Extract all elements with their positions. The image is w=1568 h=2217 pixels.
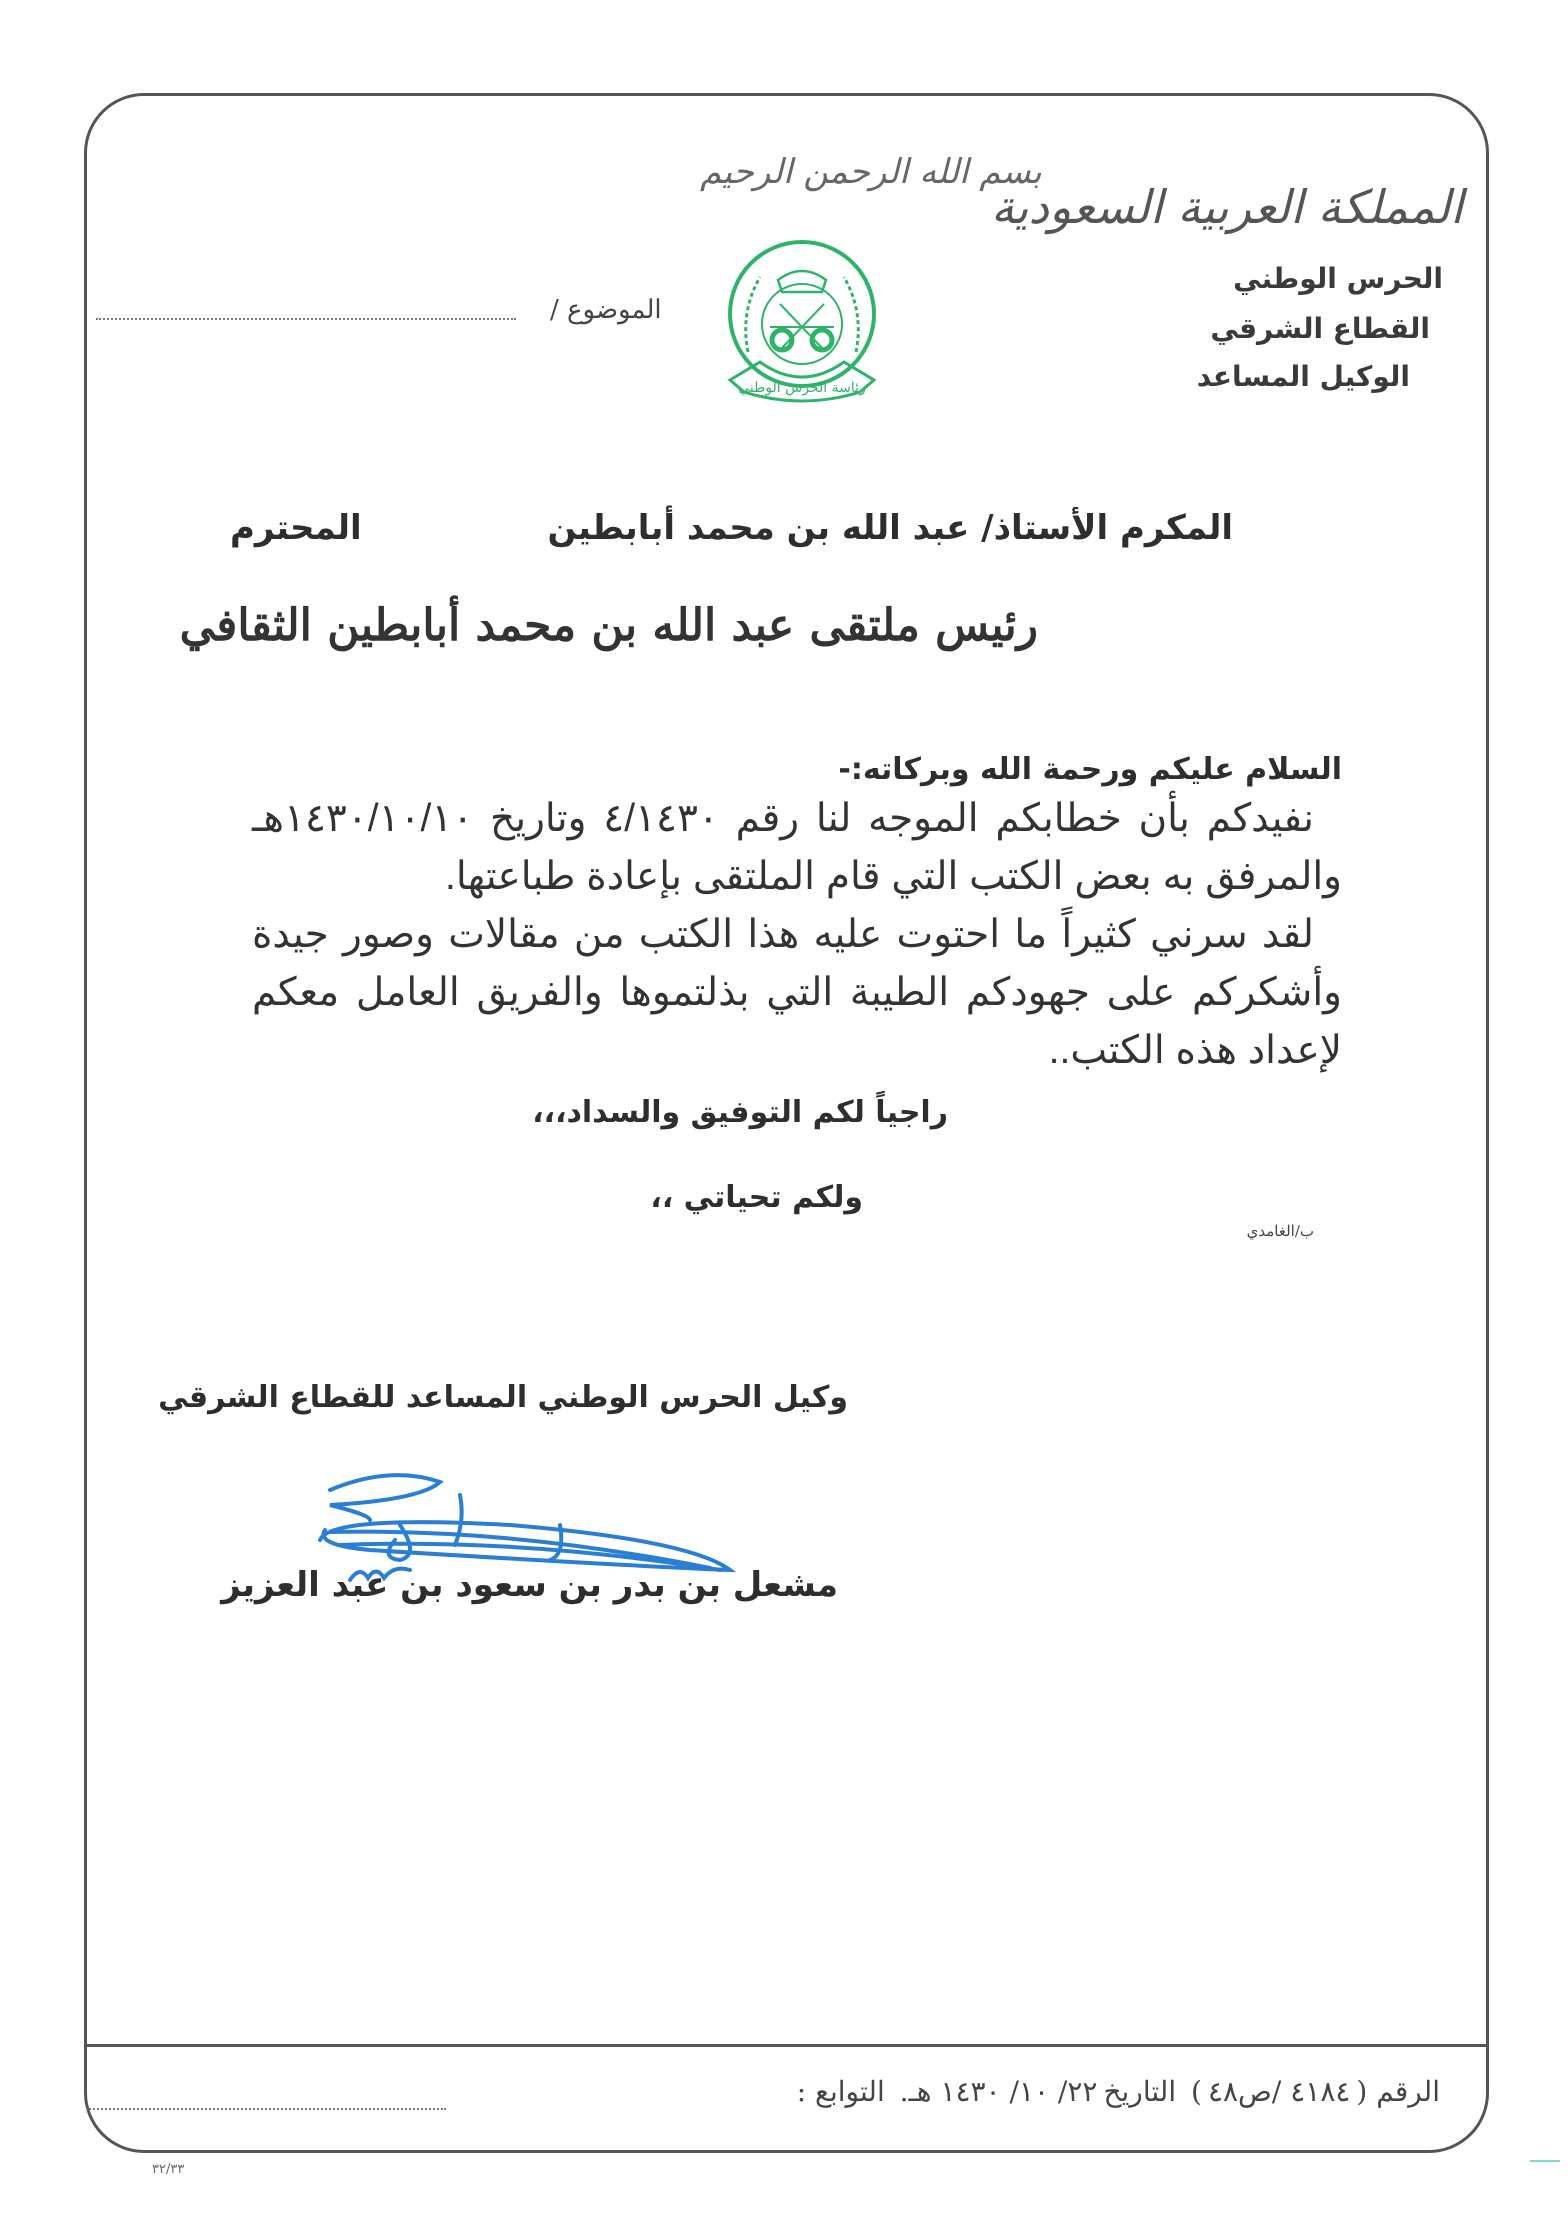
greeting: السلام عليكم ورحمة الله وبركاته:- — [838, 752, 1342, 787]
office-name: الوكيل المساعد — [1196, 360, 1410, 393]
subject-label: الموضوع / — [550, 295, 662, 325]
attachments-field — [86, 2108, 446, 2110]
body-paragraph: نفيدكم بأن خطابكم الموجه لنا رقم ٤/١٤٣٠ وتاريخ ١٤٣٠/١٠/١٠هـ والمرفق به بعض الكتب التي قام الملتقى بإعادة طباعتها. — [252, 797, 1342, 898]
signatory-name: مشعل بن بدر بن سعود بن عبد العزيز — [221, 1565, 838, 1605]
reference-number-label: الرقم ( — [1356, 2075, 1440, 2108]
basmala: بسم الله الرحمن الرحيم — [700, 152, 1042, 192]
closing-wish: راجياً لكم التوفيق والسداد،،، — [532, 1095, 948, 1130]
kingdom-heading: المملكة العربية السعودية — [991, 180, 1463, 234]
footer-separator — [86, 2044, 1486, 2047]
signatory-title: وكيل الحرس الوطني المساعد للقطاع الشرقي — [158, 1380, 848, 1415]
body-paragraph: لقد سرني كثيراً ما احتوت عليه هذا الكتب من مقالات وصور جيدة وأشكركم على جهودكم الطيبة التي بذلتموها والفريق العامل معكم لإعداد هذه الكتب.. — [252, 913, 1342, 1072]
reference-line — [791, 2075, 1440, 2108]
letter-body — [252, 790, 1342, 1080]
scan-mark — [1530, 2160, 1560, 2162]
emblem-caption: رئاسة الحرس الوطني — [738, 380, 866, 396]
reference-number-close: ) — [1191, 2075, 1202, 2108]
reference-date: ٢٢/ ١٠/ ١٤٣٠ هـ. — [899, 2075, 1098, 2108]
reference-date-label: التاريخ — [1103, 2075, 1177, 2108]
subject-field — [96, 318, 516, 320]
regards: ولكم تحياتي ،، — [650, 1180, 863, 1215]
page-number: ٣٢/٣٣ — [152, 2162, 185, 2177]
emblem-swords — [770, 304, 834, 350]
organization-name: الحرس الوطني — [1233, 262, 1443, 295]
reference-number: ٤١٨٤ /ص٤٨ — [1207, 2075, 1351, 2108]
recipient-honorific: المحترم — [230, 508, 362, 548]
emblem-crown — [778, 271, 826, 292]
recipient-title: رئيس ملتقى عبد الله بن محمد أبابطين الثقافي — [179, 600, 1038, 651]
national-guard-emblem — [700, 232, 905, 412]
emblem-inner-ring — [762, 284, 842, 364]
attachments-label: التوابع : — [796, 2075, 885, 2108]
typist-initials: ب/الغامدي — [1246, 1222, 1314, 1240]
sector-name: القطاع الشرقي — [1210, 312, 1430, 345]
recipient-salutation: المكرم الأستاذ/ عبد الله بن محمد أبابطين — [547, 508, 1233, 548]
